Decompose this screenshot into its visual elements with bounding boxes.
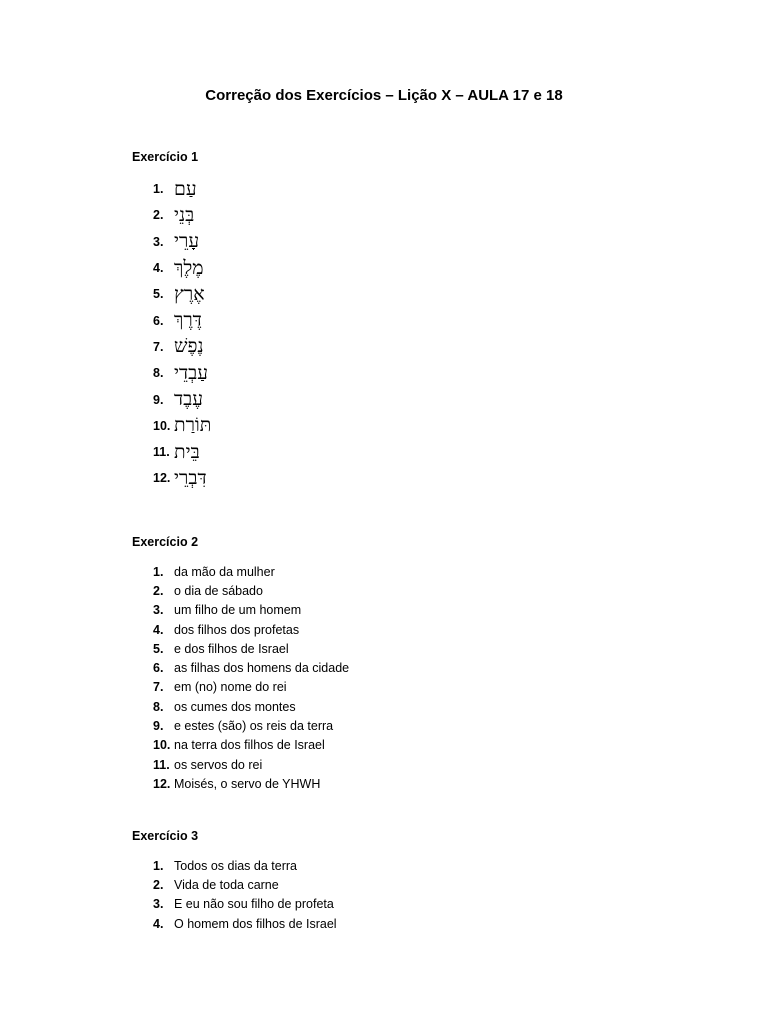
list-item: [153, 581, 349, 600]
item-number: 2.: [153, 208, 164, 223]
item-number: 9.: [153, 392, 164, 407]
list-item: [153, 736, 349, 755]
list-item: [153, 895, 337, 914]
exercise-2-heading: Exercício 2: [132, 535, 199, 549]
list-item: [153, 774, 349, 793]
list-item: [153, 360, 211, 386]
exercise-1-list: [153, 176, 211, 492]
list-item: [153, 465, 211, 491]
item-number: 11.: [153, 445, 170, 460]
item-number: 12.: [153, 471, 171, 486]
item-text: E eu não sou filho de profeta: [174, 897, 334, 912]
hebrew-word: עַבְדֵי: [174, 361, 209, 384]
list-item: [153, 678, 349, 697]
list-item: [153, 914, 337, 933]
list-item: [153, 413, 211, 439]
item-number: 5.: [153, 287, 164, 302]
list-item: [153, 439, 211, 465]
list-item: [153, 639, 349, 658]
document-title: Correção dos Exercícios – Lição X – AULA 17 e 18: [205, 87, 563, 104]
hebrew-word: דֶּרֶךְ: [174, 309, 202, 332]
item-text: os servos do rei: [174, 757, 263, 772]
item-number: 7.: [153, 680, 164, 695]
list-item: [153, 176, 211, 202]
item-text: Todos os dias da terra: [174, 858, 297, 873]
hebrew-word: מֶלֶךְ: [174, 256, 204, 279]
item-number: 1.: [153, 858, 164, 873]
item-text: as filhas dos homens da cidade: [174, 661, 350, 676]
item-number: 9.: [153, 719, 164, 734]
item-number: 4.: [153, 622, 164, 637]
item-number: 2.: [153, 583, 164, 598]
item-number: 7.: [153, 339, 164, 354]
item-number: 4.: [153, 916, 164, 931]
hebrew-word: עַם: [174, 177, 197, 200]
item-number: 12.: [153, 776, 171, 791]
item-text: um filho de um homem: [174, 603, 302, 618]
list-item: [153, 856, 337, 875]
list-item: [153, 386, 211, 412]
hebrew-word: תּוֹרַת: [174, 414, 212, 437]
exercise-3-list: [153, 856, 337, 933]
list-item: [153, 229, 211, 255]
list-item: [153, 697, 349, 716]
item-number: 3.: [153, 234, 164, 249]
item-number: 1.: [153, 564, 164, 579]
list-item: [153, 562, 349, 581]
item-number: 10.: [153, 418, 171, 433]
hebrew-word: בְּנֵי: [174, 203, 195, 226]
hebrew-word: נֶפֶשׁ: [174, 335, 204, 358]
list-item: [153, 620, 349, 639]
list-item: [153, 875, 337, 894]
item-text: Moisés, o servo de YHWH: [174, 776, 321, 791]
item-number: 11.: [153, 757, 170, 772]
item-text: o dia de sábado: [174, 583, 263, 598]
exercise-2-list: [153, 562, 349, 794]
exercise-1-heading: Exercício 1: [132, 150, 199, 164]
item-text: e estes (são) os reis da terra: [174, 719, 334, 734]
list-item: [153, 307, 211, 333]
hebrew-word: עָרֵי: [174, 230, 200, 253]
item-number: 1.: [153, 182, 164, 197]
item-number: 3.: [153, 897, 164, 912]
item-number: 5.: [153, 641, 164, 656]
list-item: [153, 601, 349, 620]
item-text: os cumes dos montes: [174, 699, 296, 714]
item-number: 6.: [153, 313, 164, 328]
item-number: 8.: [153, 366, 164, 381]
list-item: [153, 755, 349, 774]
hebrew-word: אֶרֶץ: [174, 282, 205, 305]
item-text: em (no) nome do rei: [174, 680, 287, 695]
item-number: 8.: [153, 699, 164, 714]
list-item: [153, 281, 211, 307]
hebrew-word: עֶבֶד: [174, 388, 204, 411]
hebrew-word: דִּבְרֵי: [174, 466, 207, 489]
list-item: [153, 334, 211, 360]
item-number: 3.: [153, 603, 164, 618]
item-text: O homem dos filhos de Israel: [174, 916, 337, 931]
item-number: 10.: [153, 738, 171, 753]
list-item: [153, 255, 211, 281]
item-text: na terra dos filhos de Israel: [174, 738, 325, 753]
item-number: 4.: [153, 261, 164, 276]
item-text: e dos filhos de Israel: [174, 641, 289, 656]
list-item: [153, 716, 349, 735]
exercise-3-heading: Exercício 3: [132, 829, 199, 843]
list-item: [153, 202, 211, 228]
item-number: 2.: [153, 877, 164, 892]
item-text: da mão da mulher: [174, 564, 275, 579]
item-text: dos filhos dos profetas: [174, 622, 300, 637]
list-item: [153, 658, 349, 677]
item-text: Vida de toda carne: [174, 877, 279, 892]
item-number: 6.: [153, 661, 164, 676]
hebrew-word: בֵּית: [174, 440, 200, 463]
